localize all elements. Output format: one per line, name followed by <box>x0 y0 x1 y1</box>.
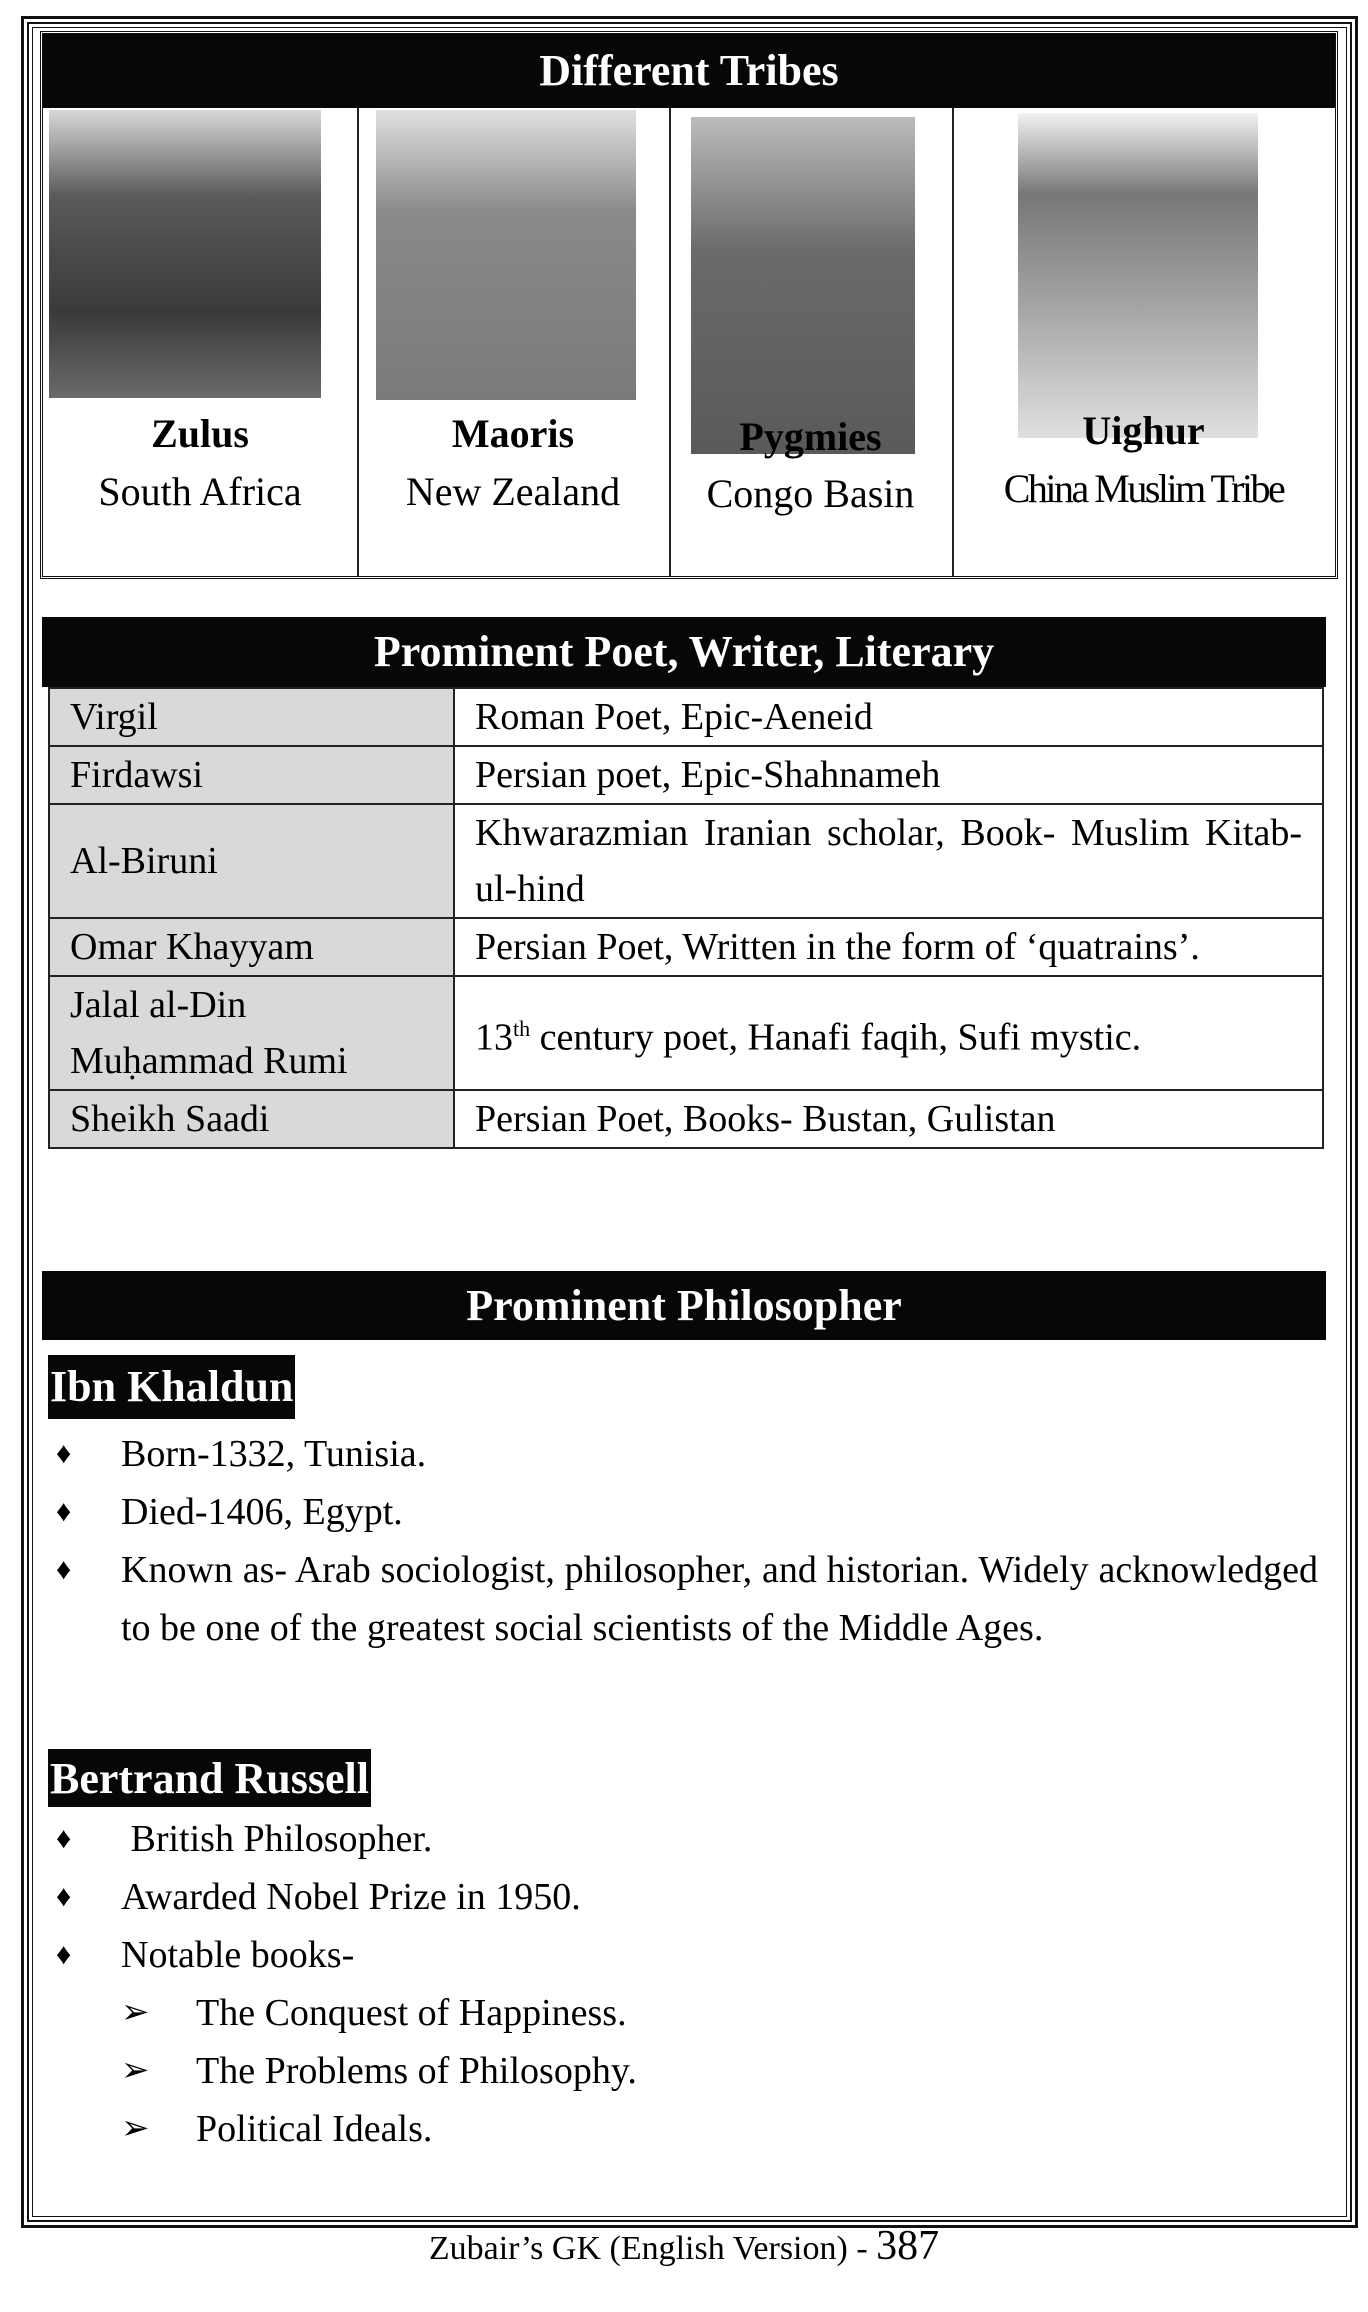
arrow-bullet-icon: ➢ <box>121 2052 150 2089</box>
poet-name: Sheikh Saadi <box>49 1090 454 1148</box>
table-row <box>49 976 1323 1090</box>
diamond-bullet-icon: ♦ <box>56 1938 72 1971</box>
poets-table <box>48 687 1324 1149</box>
poet-name-line: Muḥammad Rumi <box>70 1040 348 1082</box>
tribes-title: Different Tribes <box>43 34 1335 108</box>
page-number: 387 <box>876 2223 940 2269</box>
bertrand-russell-heading: Bertrand Russell <box>48 1749 371 1807</box>
tribe-name: Uighur <box>1082 408 1205 453</box>
list-item-text: Awarded Nobel Prize in 1950. <box>121 1876 581 1918</box>
table-row <box>49 804 1323 918</box>
poet-desc <box>454 976 1323 1090</box>
list-item <box>48 1868 1318 1926</box>
tribe-place: South Africa <box>98 469 302 514</box>
uighur-portrait-image <box>1018 113 1258 438</box>
arrow-bullet-icon: ➢ <box>121 2110 150 2147</box>
desc-rest: century poet, Hanafi faqih, Sufi mystic. <box>530 1016 1142 1059</box>
poet-name: Virgil <box>49 688 454 746</box>
list-item <box>48 1425 1318 1483</box>
poet-name: Al-Biruni <box>49 804 454 918</box>
poet-desc: Khwarazmian Iranian scholar, Book- Muslim Kitab-ul-hind <box>454 804 1323 918</box>
desc-number: 13 <box>475 1016 513 1059</box>
tribe-cell-pygmies <box>669 108 954 576</box>
poets-title: Prominent Poet, Writer, Literary <box>42 617 1326 687</box>
tribe-cell-zulus <box>43 108 359 576</box>
tribe-place: Congo Basin <box>706 471 915 516</box>
maori-portrait-image <box>376 110 636 400</box>
list-item <box>48 1483 1318 1541</box>
philosophers-title: Prominent Philosopher <box>42 1271 1326 1340</box>
list-item <box>48 1541 1318 1657</box>
tribes-table <box>40 31 1338 579</box>
desc-superscript: th <box>513 1015 531 1041</box>
list-item-text: Known as- Arab sociologist, philosopher, and historian. Widely acknowledged to be one of the greatest social scientists of the Middle Ages. <box>121 1549 1318 1649</box>
book-item <box>121 2042 1318 2100</box>
arrow-bullet-icon: ➢ <box>121 1994 150 2031</box>
poet-name: Firdawsi <box>49 746 454 804</box>
tribe-cell-maoris <box>357 108 671 576</box>
tribe-place: China Muslim Tribe <box>1003 466 1284 511</box>
poet-name <box>49 976 454 1090</box>
poet-name-line: Jalal al-Din <box>70 984 247 1026</box>
diamond-bullet-icon: ♦ <box>56 1495 72 1528</box>
tribe-name: Zulus <box>151 411 249 456</box>
zulu-portrait-image <box>49 110 321 398</box>
list-item-text: Born-1332, Tunisia. <box>121 1433 427 1475</box>
poet-desc: Persian Poet, Written in the form of ‘quatrains’. <box>454 918 1323 976</box>
tribe-name: Pygmies <box>739 414 882 459</box>
tribe-name: Maoris <box>451 411 575 456</box>
diamond-bullet-icon: ♦ <box>56 1880 72 1913</box>
tribe-place: New Zealand <box>405 469 621 514</box>
russell-list <box>48 1810 1318 2158</box>
books-list <box>121 1984 1318 2158</box>
list-item-text: Died-1406, Egypt. <box>121 1491 403 1533</box>
list-item <box>48 1810 1318 1868</box>
list-item-text: Notable books- <box>121 1934 355 1976</box>
page-footer <box>0 2222 1368 2270</box>
list-item <box>48 1926 1318 2158</box>
book-title: The Conquest of Happiness. <box>196 1992 627 2034</box>
poet-desc: Persian Poet, Books- Bustan, Gulistan <box>454 1090 1323 1148</box>
book-item <box>121 2100 1318 2158</box>
pygmy-portrait-image <box>691 117 915 454</box>
list-item-text: British Philosopher. <box>121 1818 433 1860</box>
diamond-bullet-icon: ♦ <box>56 1553 72 1586</box>
book-title: Political Ideals. <box>196 2108 433 2150</box>
poet-desc: Roman Poet, Epic-Aeneid <box>454 688 1323 746</box>
table-row <box>49 746 1323 804</box>
book-title: The Problems of Philosophy. <box>196 2050 637 2092</box>
ibn-khaldun-list <box>48 1425 1318 1657</box>
book-item <box>121 1984 1318 2042</box>
tribe-cell-uighur <box>952 108 1335 576</box>
poet-desc: Persian poet, Epic-Shahnameh <box>454 746 1323 804</box>
table-row <box>49 918 1323 976</box>
diamond-bullet-icon: ♦ <box>56 1822 72 1855</box>
footer-text: Zubair’s GK (English Version) - <box>428 2230 877 2267</box>
poet-name: Omar Khayyam <box>49 918 454 976</box>
table-row <box>49 1090 1323 1148</box>
diamond-bullet-icon: ♦ <box>56 1437 72 1470</box>
table-row <box>49 688 1323 746</box>
ibn-khaldun-heading: Ibn Khaldun <box>48 1355 295 1419</box>
